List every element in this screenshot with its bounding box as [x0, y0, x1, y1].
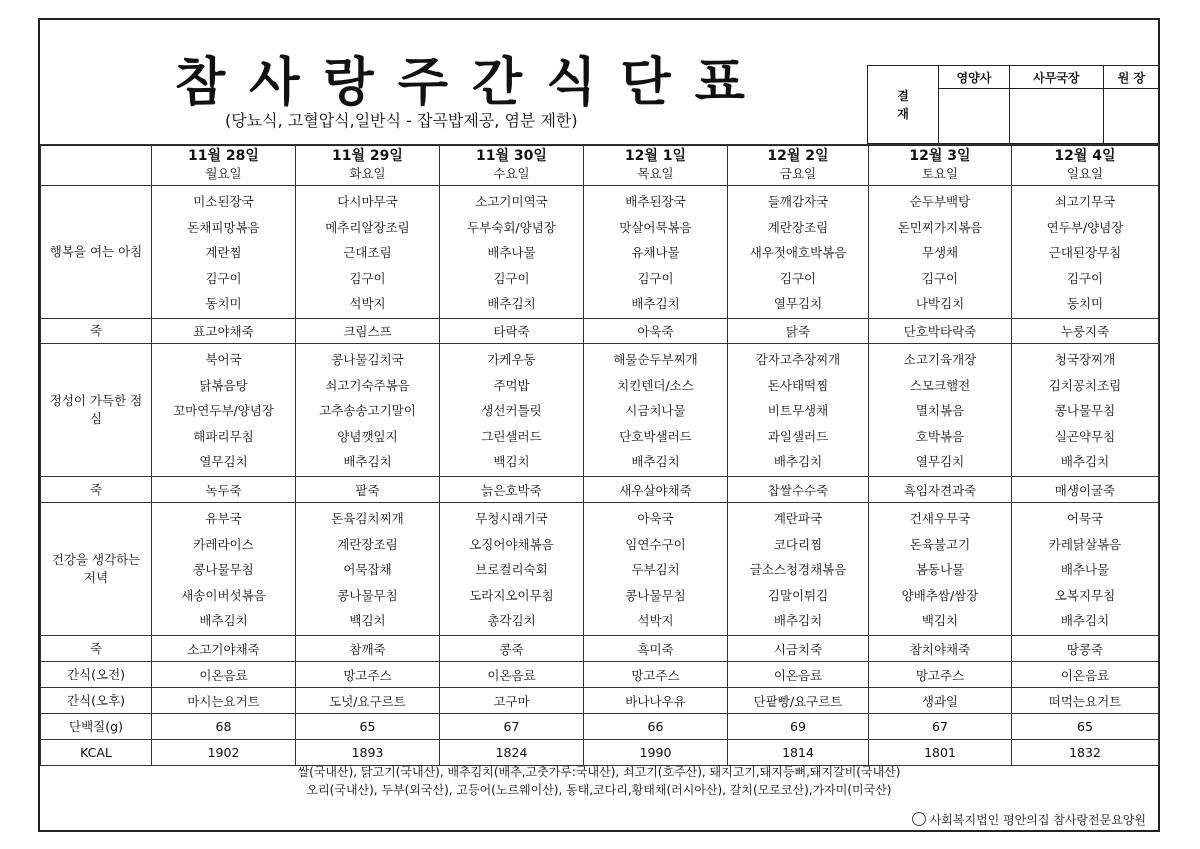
day-header — [584, 145, 728, 186]
menu-item: 돈채피망볶음 — [187, 219, 260, 235]
menu-item: 아욱국 — [637, 511, 674, 526]
menu-item: 메추리알장조림 — [325, 219, 410, 235]
menu-cell — [728, 344, 869, 477]
menu-item: 나박김치 — [915, 296, 965, 311]
menu-item: 그린샐러드 — [481, 428, 542, 444]
menu-item: 계란장조림 — [767, 219, 829, 235]
cell-porridge1: 표고야채죽 — [152, 319, 296, 344]
cell-protein: 68 — [152, 714, 296, 740]
menu-item: 오복지무침 — [1054, 587, 1116, 603]
menu-item: 소고기육개장 — [903, 352, 977, 367]
menu-item: 과일샐러드 — [767, 428, 829, 444]
meal-row-lunch — [41, 344, 1159, 477]
cell-snack_pm: 마시는요거트 — [152, 688, 296, 714]
menu-item: 열무김치 — [199, 454, 248, 469]
menu-item: 브로컬리숙회 — [475, 562, 548, 577]
menu-item: 계란장조림 — [337, 536, 398, 552]
menu-item: 동치미 — [205, 296, 242, 311]
menu-item: 건새우무국 — [909, 511, 971, 526]
row-label: 행복을 여는 아침 — [41, 186, 152, 319]
row-label: 간식(오전) — [41, 662, 152, 688]
menu-item: 고추송송고기말이 — [319, 403, 416, 418]
day-weekday: 금요일 — [779, 166, 817, 181]
menu-item: 돈사태떡찜 — [767, 377, 829, 393]
row-label: 간식(오후) — [41, 688, 152, 714]
cell-porridge2: 늙은호박죽 — [440, 477, 584, 503]
menu-item: 백김치 — [921, 613, 959, 628]
cell-porridge3: 소고기야채죽 — [152, 636, 296, 662]
cell-porridge2: 새우살야채죽 — [584, 477, 728, 503]
menu-item: 배추김치 — [773, 613, 823, 628]
menu-cell — [584, 503, 728, 636]
menu-item: 멸치볶음 — [915, 403, 965, 418]
menu-item: 석박지 — [349, 296, 386, 311]
cell-porridge2: 녹두죽 — [152, 477, 296, 503]
menu-cell — [869, 186, 1012, 319]
menu-cell — [440, 344, 584, 477]
cell-protein: 69 — [728, 714, 869, 740]
meal-row-dinner — [41, 503, 1159, 636]
row-label: 단백질(g) — [41, 714, 152, 740]
menu-cell — [1012, 503, 1159, 636]
approval-sign-box — [939, 89, 1010, 144]
cell-snack_pm: 떠먹는요거트 — [1012, 688, 1159, 714]
day-header — [869, 145, 1012, 186]
menu-cell — [440, 186, 584, 319]
cell-porridge3: 흑미죽 — [584, 636, 728, 662]
row-snack_am — [41, 662, 1159, 688]
menu-item: 석박지 — [637, 613, 674, 628]
approval-sign-box — [1103, 89, 1159, 144]
cell-kcal: 1824 — [440, 740, 584, 766]
day-header — [296, 145, 440, 186]
menu-item: 주먹밥 — [493, 377, 530, 393]
menu-item: 양배추쌈/쌈장 — [901, 587, 979, 603]
cell-porridge2: 팥죽 — [296, 477, 440, 503]
menu-item: 배추김치 — [631, 296, 680, 311]
menu-item: 실곤약무침 — [1054, 428, 1116, 444]
menu-cell — [152, 503, 296, 636]
menu-cell — [152, 344, 296, 477]
menu-item: 콩나물무침 — [193, 562, 254, 577]
origin-info: 오리(국내산), 두부(외국산), 고등어(노르웨이산), 동태,코다리,황태채(러시아산), 갈치(모로코산),가자미(미국산) — [306, 783, 892, 797]
cell-porridge1: 크림스프 — [296, 319, 440, 344]
menu-item: 배추김치 — [1060, 613, 1110, 628]
cell-protein: 67 — [869, 714, 1012, 740]
menu-item: 단호박샐러드 — [619, 428, 692, 444]
menu-item: 배추김치 — [343, 454, 392, 469]
cell-kcal: 1902 — [152, 740, 296, 766]
menu-item: 유채나물 — [631, 245, 680, 260]
cell-snack_am: 이온음료 — [152, 662, 296, 688]
row-label: KCAL — [41, 740, 152, 766]
menu-item: 글소스청경채볶음 — [749, 562, 847, 577]
day-header — [1012, 145, 1159, 186]
menu-item: 순두부백탕 — [909, 194, 971, 209]
page-title: 참사랑주간식단표 — [175, 53, 769, 113]
menu-item: 무청시래기국 — [475, 511, 548, 526]
menu-item: 배추김치 — [1060, 454, 1110, 469]
menu-item: 닭볶음탕 — [199, 377, 248, 393]
menu-item: 카레라이스 — [193, 536, 254, 552]
row-porridge3 — [41, 636, 1159, 662]
menu-cell — [296, 344, 440, 477]
cell-porridge3: 참깨죽 — [296, 636, 440, 662]
menu-item: 배추김치 — [487, 296, 536, 311]
cell-protein: 65 — [1012, 714, 1159, 740]
menu-item: 두부김치 — [631, 562, 680, 577]
menu-item: 호박볶음 — [915, 428, 965, 444]
menu-item: 생선커틀릿 — [481, 403, 542, 418]
menu-item: 도라지오이무침 — [469, 587, 554, 603]
menu-item: 유부국 — [205, 511, 242, 526]
menu-item: 해파리무침 — [193, 428, 254, 444]
day-header — [152, 145, 296, 186]
approval-label — [868, 66, 939, 144]
menu-item: 김치꽁치조림 — [1048, 377, 1122, 393]
day-date: 12월 2일 — [767, 148, 829, 164]
menu-cell — [728, 503, 869, 636]
menu-item: 김말이튀김 — [767, 587, 829, 603]
menu-item: 계란파국 — [773, 511, 823, 526]
approval-role: 영양사 — [939, 66, 1010, 89]
meal-row-breakfast — [41, 186, 1159, 319]
menu-item: 콩나물무침 — [337, 587, 398, 603]
row-label: 정성이 가득한 점심 — [41, 344, 152, 477]
cell-porridge2: 찹쌀수수죽 — [728, 477, 869, 503]
menu-item: 해물순두부찌개 — [613, 352, 698, 367]
menu-item: 김구이 — [205, 270, 242, 286]
menu-item: 열무김치 — [773, 296, 823, 311]
menu-item: 다시마무국 — [337, 194, 398, 209]
menu-item: 배추나물 — [1060, 562, 1110, 577]
cell-porridge2: 흑임자견과죽 — [869, 477, 1012, 503]
menu-item: 콩나물무침 — [625, 587, 686, 603]
row-porridge2 — [41, 477, 1159, 503]
menu-item: 김구이 — [921, 270, 959, 286]
cell-porridge3: 땅콩죽 — [1012, 636, 1159, 662]
menu-item: 스모크햄전 — [909, 377, 971, 393]
menu-cell — [296, 186, 440, 319]
cell-protein: 65 — [296, 714, 440, 740]
menu-item: 열무김치 — [915, 454, 965, 469]
menu-item: 배추김치 — [199, 613, 248, 628]
menu-item: 돈민찌가지볶음 — [897, 219, 983, 235]
cell-porridge3: 시금치죽 — [728, 636, 869, 662]
menu-item: 배추나물 — [487, 245, 536, 260]
menu-item: 김구이 — [637, 270, 674, 286]
menu-item: 가케우동 — [487, 352, 536, 367]
approval-role: 원 장 — [1103, 66, 1159, 89]
organization — [912, 811, 1146, 828]
menu-item: 콩나물무침 — [1054, 403, 1116, 418]
cell-snack_pm: 생과일 — [869, 688, 1012, 714]
day-date: 11월 30일 — [476, 148, 547, 164]
menu-item: 양념깻잎지 — [337, 428, 398, 444]
menu-item: 소고기미역국 — [475, 194, 548, 209]
cell-snack_pm: 단팥빵/요구르트 — [728, 688, 869, 714]
cell-kcal: 1990 — [584, 740, 728, 766]
cell-porridge1: 단호박타락죽 — [869, 319, 1012, 344]
cell-protein: 67 — [440, 714, 584, 740]
approval-sign-box — [1009, 89, 1103, 144]
menu-item: 돈육김치찌개 — [331, 511, 404, 526]
menu-item: 코다리찜 — [773, 536, 823, 552]
menu-item: 백김치 — [493, 454, 530, 469]
menu-item: 감자고추장찌개 — [755, 352, 841, 367]
organization-name: 사회복지법인 평안의집 참사랑전문요양원 — [929, 813, 1146, 827]
cell-kcal: 1832 — [1012, 740, 1159, 766]
menu-item: 봄동나물 — [915, 562, 965, 577]
cell-snack_pm: 고구마 — [440, 688, 584, 714]
day-header — [440, 145, 584, 186]
menu-item: 시금치나물 — [625, 403, 686, 418]
menu-item: 배추된장국 — [625, 194, 686, 209]
menu-cell — [584, 344, 728, 477]
menu-item: 김구이 — [779, 270, 817, 286]
menu-item: 쇠고기숙주볶음 — [325, 377, 410, 393]
day-header — [728, 145, 869, 186]
cell-protein: 66 — [584, 714, 728, 740]
cell-porridge3: 콩죽 — [440, 636, 584, 662]
cell-snack_am: 이온음료 — [440, 662, 584, 688]
cell-porridge2: 매생이굴죽 — [1012, 477, 1159, 503]
row-protein — [41, 714, 1159, 740]
menu-cell — [1012, 344, 1159, 477]
row-label: 건강을 생각하는 저녁 — [41, 503, 152, 636]
logo-icon — [912, 812, 926, 826]
day-date: 11월 29일 — [332, 148, 403, 164]
cell-snack_am: 망고주스 — [296, 662, 440, 688]
menu-item: 김구이 — [1066, 270, 1104, 286]
menu-item: 콩나물김치국 — [331, 352, 404, 367]
menu-cell — [584, 186, 728, 319]
menu-cell — [869, 503, 1012, 636]
cell-kcal: 1814 — [728, 740, 869, 766]
cell-snack_am: 이온음료 — [728, 662, 869, 688]
day-date: 12월 4일 — [1054, 148, 1116, 164]
cell-snack_am: 이온음료 — [1012, 662, 1159, 688]
menu-item: 비트무생채 — [767, 403, 829, 418]
menu-item: 오징어야채볶음 — [469, 536, 554, 552]
day-weekday: 화요일 — [349, 166, 386, 181]
corner-cell — [41, 145, 152, 186]
menu-item: 들깨감자국 — [767, 194, 829, 209]
cell-porridge1: 닭죽 — [728, 319, 869, 344]
day-weekday: 월요일 — [205, 166, 242, 181]
day-weekday: 목요일 — [637, 166, 674, 181]
menu-cell — [869, 344, 1012, 477]
header — [40, 20, 1158, 146]
menu-item: 새송이버섯볶음 — [181, 587, 266, 603]
cell-porridge1: 아욱죽 — [584, 319, 728, 344]
cell-snack_pm: 바나나우유 — [584, 688, 728, 714]
cell-kcal: 1801 — [869, 740, 1012, 766]
menu-item: 근대된장무침 — [1048, 245, 1122, 260]
row-label: 죽 — [41, 319, 152, 344]
page-subtitle: (당뇨식, 고혈압식,일반식 - 잡곡밥제공, 염분 제한) — [225, 111, 578, 130]
approval-label-text: 결 재 — [897, 88, 909, 121]
menu-item: 근대조림 — [343, 245, 392, 260]
cell-porridge3: 참치야채죽 — [869, 636, 1012, 662]
menu-item: 꼬마연두부/양념장 — [173, 403, 274, 418]
menu-item: 동치미 — [1066, 296, 1104, 311]
menu-sheet — [38, 18, 1160, 832]
menu-item: 치킨텐더/소스 — [617, 377, 694, 393]
menu-item: 배추김치 — [631, 454, 680, 469]
day-header-row — [41, 145, 1159, 186]
approval-box — [867, 65, 1160, 144]
menu-item: 무생채 — [921, 245, 959, 260]
menu-item: 새우젓애호박볶음 — [749, 245, 847, 260]
menu-item: 총각김치 — [487, 613, 536, 628]
row-label: 죽 — [41, 477, 152, 503]
weekly-menu-table — [40, 144, 1159, 766]
menu-item: 어묵잡채 — [343, 562, 392, 577]
menu-item: 김구이 — [493, 270, 530, 286]
day-date: 12월 1일 — [624, 148, 687, 164]
day-weekday: 수요일 — [493, 166, 530, 181]
menu-cell — [1012, 186, 1159, 319]
day-weekday: 일요일 — [1066, 166, 1104, 181]
menu-item: 북어국 — [205, 352, 242, 367]
day-date: 11월 28일 — [188, 148, 259, 164]
cell-porridge1: 타락죽 — [440, 319, 584, 344]
menu-cell — [152, 186, 296, 319]
row-label: 죽 — [41, 636, 152, 662]
menu-item: 어묵국 — [1066, 511, 1104, 526]
cell-snack_pm: 도넛/요구르트 — [296, 688, 440, 714]
day-weekday: 토요일 — [921, 166, 959, 181]
day-date: 12월 3일 — [909, 148, 971, 164]
menu-item: 계란찜 — [205, 245, 242, 260]
menu-item: 배추김치 — [773, 454, 823, 469]
cell-snack_am: 망고주스 — [584, 662, 728, 688]
menu-item: 카레닭살볶음 — [1048, 536, 1122, 552]
menu-item: 맛살어묵볶음 — [619, 219, 692, 235]
menu-item: 임연수구이 — [625, 536, 686, 552]
menu-item: 돈육불고기 — [909, 536, 971, 552]
approval-role: 사무국장 — [1009, 66, 1103, 89]
menu-item: 두부숙회/양념장 — [467, 219, 556, 235]
row-porridge1 — [41, 319, 1159, 344]
menu-item: 미소된장국 — [193, 194, 254, 209]
menu-cell — [728, 186, 869, 319]
menu-item: 쇠고기무국 — [1054, 194, 1116, 209]
cell-kcal: 1893 — [296, 740, 440, 766]
cell-snack_am: 망고주스 — [869, 662, 1012, 688]
menu-item: 청국장찌개 — [1054, 352, 1116, 367]
menu-cell — [296, 503, 440, 636]
footer — [40, 753, 1158, 831]
menu-cell — [440, 503, 584, 636]
menu-item: 백김치 — [349, 613, 386, 628]
row-snack_pm — [41, 688, 1159, 714]
menu-item: 김구이 — [349, 270, 386, 286]
cell-porridge1: 누룽지죽 — [1012, 319, 1159, 344]
origin-info: 쌀(국내산), 닭고기(국내산), 배추김치(배추,고춧가루:국내산), 쇠고기(호주산), 돼지고기,돼지등뼈,돼지갈비(국내산) — [297, 765, 901, 779]
menu-item: 연두부/양념장 — [1046, 219, 1124, 235]
